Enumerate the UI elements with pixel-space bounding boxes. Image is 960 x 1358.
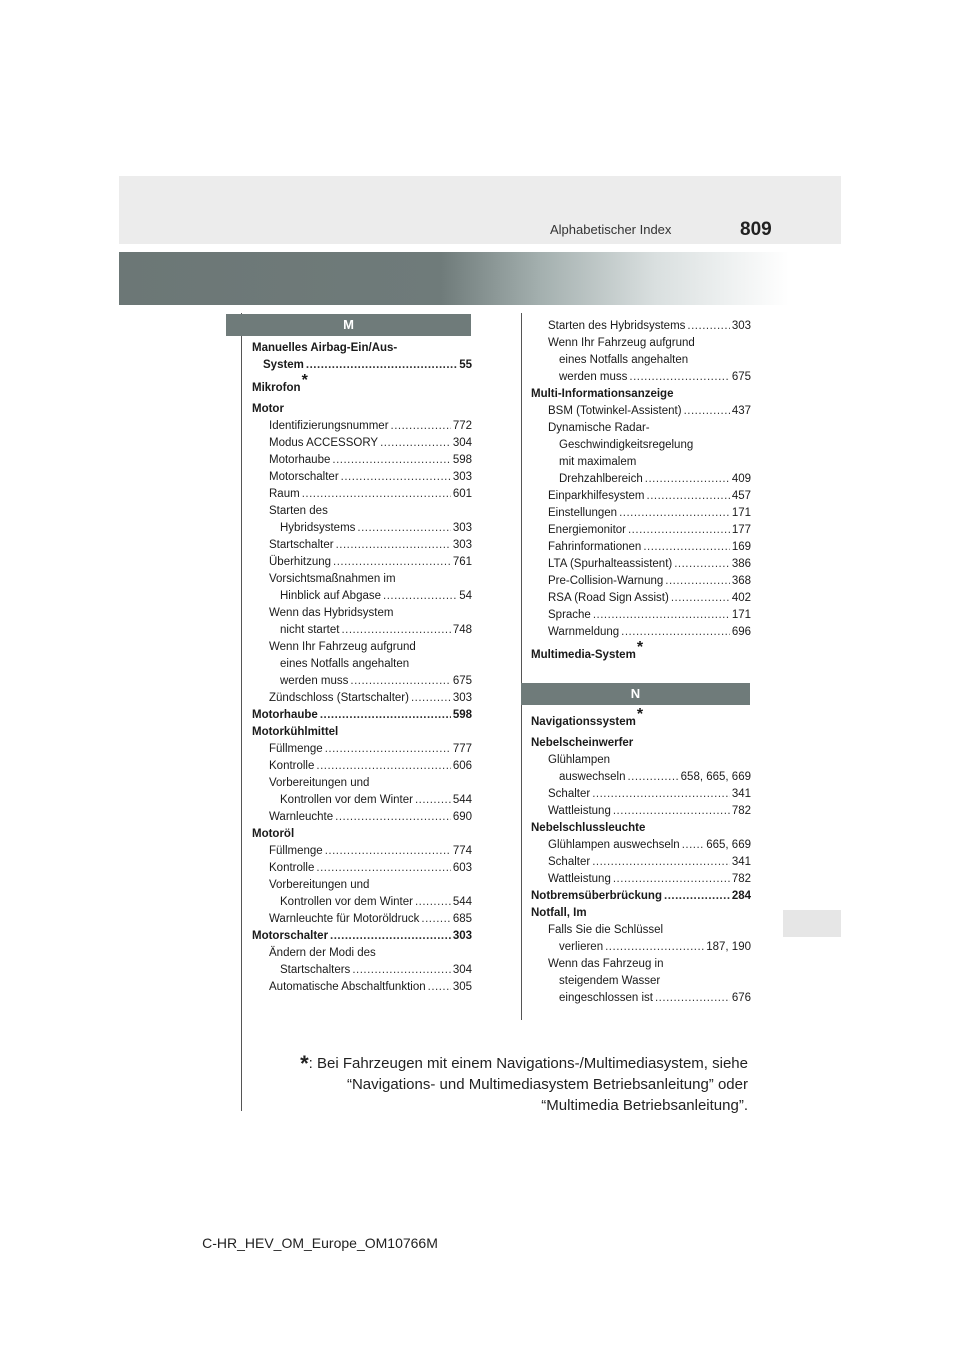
page-reference: 169 [731,541,751,553]
index-entry [252,469,472,486]
index-entry [531,556,751,573]
entry-text: Motorhaube [269,454,331,466]
page-reference: 772 [452,420,472,432]
page-reference: 304 [452,437,472,449]
page-reference: 305 [452,981,472,993]
page-reference: 748 [452,624,472,636]
page-reference: 685 [452,913,472,925]
dot-leader [320,707,451,724]
page-reference: 54 [459,590,472,602]
entry-text: Schalter [548,788,591,800]
index-entry [252,860,472,877]
entry-text: RSA (Road Sign Assist) [548,592,669,604]
entry-text: Pre-Collision-Warnung [548,575,664,587]
column-divider [521,313,522,1020]
entry-text: Startschalter [269,539,334,551]
entry-text: werden muss [559,371,628,383]
index-entry [252,401,472,418]
dot-leader [619,505,730,522]
entry-text: Motoröl [252,828,295,840]
index-entry [252,486,472,503]
index-entry [252,435,472,452]
index-entry [531,454,751,471]
entry-text: Starten des Hybridsystems [548,320,686,332]
entry-text: werden muss [280,675,349,687]
entry-text: Wattleistung [548,805,611,817]
document-id: C-HR_HEV_OM_Europe_OM10766M [202,1235,438,1251]
page-reference: 409 [731,473,751,485]
index-entry [531,990,751,1007]
page-number: 809 [740,219,772,240]
index-entry [531,735,751,752]
page-reference: 658, 665, 669 [680,771,751,783]
page-reference: 782 [731,873,751,885]
entry-text: Multimedia-System [531,649,636,661]
dot-leader [665,573,730,590]
page-reference: 676 [731,992,751,1004]
dot-leader [325,843,451,860]
dot-leader [335,809,451,826]
index-entry [531,403,751,420]
dot-leader [350,673,450,690]
index-entry [531,607,751,624]
entry-text: Einparkhilfesystem [548,490,645,502]
index-entry [252,656,472,673]
footnote-star: * [300,1051,309,1076]
index-entry [252,340,472,357]
entry-text: auswechseln [559,771,626,783]
index-entry [252,945,472,962]
footnote-marker: * [301,372,308,389]
index-entry [531,837,751,854]
page-reference: 284 [731,890,751,902]
entry-text: Überhitzung [269,556,332,568]
index-entry [531,786,751,803]
page-reference: 603 [452,862,472,874]
dot-leader [415,792,451,809]
entry-text: Ändern der Modi des [269,947,376,959]
index-entry [531,590,751,607]
dot-leader [682,837,705,854]
dot-leader [593,607,730,624]
dot-leader [383,588,457,605]
index-entry [252,588,472,605]
entry-text: Füllmenge [269,743,323,755]
dot-leader [336,537,451,554]
index-entry [252,741,472,758]
entry-text: Raum [269,488,300,500]
dot-leader [421,911,450,928]
page-reference: 368 [731,575,751,587]
entry-text: Navigationssystem [531,716,636,728]
index-entry [531,539,751,556]
entry-text: Energiemonitor [548,524,626,536]
dot-leader [629,369,729,386]
index-entry [252,372,472,397]
page-reference: 675 [452,675,472,687]
header-bar [119,176,841,244]
entry-text: LTA (Spurhalteassistent) [548,558,673,570]
entry-text: Drehzahlbereich [559,473,643,485]
entry-text: steigendem Wasser [559,975,661,987]
page-reference: 690 [452,811,472,823]
index-entry [252,503,472,520]
entry-text: Multi-Informationsanzeige [531,388,674,400]
page-reference: 171 [731,507,751,519]
entry-text: Geschwindigkeitsregelung [559,439,694,451]
index-entry [531,437,751,454]
index-entry [252,809,472,826]
page-reference: 696 [731,626,751,638]
index-entry [252,605,472,622]
entry-text: Wenn das Fahrzeug in [548,958,664,970]
entry-text: BSM (Totwinkel-Assistent) [548,405,682,417]
dot-leader [613,803,730,820]
chapter-tab [783,910,841,937]
entry-text: Motorkühlmittel [252,726,339,738]
footnote-line-3: “Multimedia Betriebsanleitung”. [541,1097,748,1114]
index-entry [252,707,472,724]
entry-text: Füllmenge [269,845,323,857]
entry-text: Zündschloss (Startschalter) [269,692,409,704]
entry-text: eines Notfalls angehalten [280,658,410,670]
page-reference: 171 [731,609,751,621]
index-entry [531,973,751,990]
page-reference: 437 [731,405,751,417]
index-entry [531,505,751,522]
index-entry [531,471,751,488]
entry-text: nicht startet [280,624,340,636]
index-entry [531,956,751,973]
page-reference: 598 [452,709,472,721]
dot-leader [645,471,730,488]
entry-text: Vorbereitungen und [269,879,370,891]
index-entry [252,758,472,775]
entry-text: Warnleuchte für Motoröldruck [269,913,420,925]
dot-leader [341,469,451,486]
footnote-marker: * [636,706,644,723]
dot-leader [592,786,730,803]
entry-text: Hinblick auf Abgase [280,590,382,602]
page-reference: 303 [452,522,472,534]
dot-leader [316,758,450,775]
index-column-left [252,340,472,996]
letter-heading-m: M [226,314,471,336]
entry-text: Nebelscheinwerfer [531,737,634,749]
index-entry [531,803,751,820]
index-entry [531,820,751,837]
entry-text: verlieren [559,941,604,953]
index-entry [531,854,751,871]
index-entry [252,979,472,996]
page-reference: 457 [731,490,751,502]
entry-text: Starten des [269,505,328,517]
page-reference: 777 [452,743,472,755]
entry-text: Warnleuchte [269,811,334,823]
index-entry [252,928,472,945]
footnote-marker: * [636,639,644,656]
dot-leader [664,888,730,905]
dot-leader [428,979,451,996]
entry-text: Warnmeldung [548,626,620,638]
entry-text: mit maximalem [559,456,637,468]
dot-leader [325,741,451,758]
index-entry [531,639,751,664]
footnote-line-2: “Navigations- und Multimediasystem Betriebsanleitung” oder [346,1076,748,1093]
entry-text: Kontrolle [269,760,315,772]
index-entry [252,843,472,860]
entry-text: Modus ACCESSORY [269,437,379,449]
index-entry [531,752,751,769]
page-reference: 675 [731,371,751,383]
entry-text: Falls Sie die Schlüssel [548,924,664,936]
entry-text: Wenn Ihr Fahrzeug aufgrund [548,337,695,349]
dot-leader [415,894,451,911]
page-reference: 55 [459,359,472,371]
page-reference: 386 [731,558,751,570]
index-entry [252,911,472,928]
index-entry [252,452,472,469]
page-reference: 303 [452,930,472,942]
entry-text: Kontrollen vor dem Winter [280,896,413,908]
entry-text: Automatische Abschaltfunktion [269,981,426,993]
entry-text: Glühlampen [548,754,611,766]
entry-text: Motorschalter [269,471,339,483]
page-reference: 303 [452,471,472,483]
index-entry [531,769,751,786]
index-entry [252,894,472,911]
index-entry [531,420,751,437]
index-entry [252,357,472,374]
index-entry [252,537,472,554]
dot-leader [671,590,730,607]
dot-leader [627,769,678,786]
entry-text: Motorhaube [252,709,318,721]
page-reference: 761 [452,556,472,568]
page-reference: 544 [452,794,472,806]
index-column-right-m [531,318,751,664]
page-reference: 606 [452,760,472,772]
entry-text: eingeschlossen ist [559,992,653,1004]
index-column-right-n [531,706,751,1007]
header-banner [119,252,789,305]
dot-leader [316,860,450,877]
index-entry [252,520,472,537]
page-reference: 177 [731,524,751,536]
page-reference: 303 [452,692,472,704]
footnote-line-1: : Bei Fahrzeugen mit einem Navigations-/Multimediasystem, siehe [308,1055,748,1072]
index-entry [531,335,751,352]
entry-text: Sprache [548,609,591,621]
index-entry [531,522,751,539]
entry-text: Dynamische Radar- [548,422,650,434]
page-reference: 774 [452,845,472,857]
index-entry [531,871,751,888]
index-entry [252,690,472,707]
page-reference: 341 [731,788,751,800]
entry-text: Glühlampen auswechseln [548,839,680,851]
dot-leader [592,854,730,871]
entry-text: Wattleistung [548,873,611,885]
dot-leader [391,418,451,435]
index-entry [252,962,472,979]
index-entry [531,369,751,386]
entry-text: Hybridsystems [280,522,356,534]
index-entry [252,418,472,435]
index-entry [252,673,472,690]
dot-leader [352,962,451,979]
page-reference: 303 [731,320,751,332]
index-entry [531,922,751,939]
entry-text: Manuelles Airbag-Ein/Aus- [252,342,398,354]
entry-text: eines Notfalls angehalten [559,354,689,366]
dot-leader [341,622,450,639]
index-entry [531,939,751,956]
dot-leader [306,357,457,374]
page-reference: 304 [452,964,472,976]
page-reference: 665, 669 [706,839,751,851]
entry-text: Kontrolle [269,862,315,874]
entry-text: Vorsichtsmaßnahmen im [269,573,396,585]
entry-text: System [263,359,304,371]
dot-leader [687,318,729,335]
page-reference: 601 [452,488,472,500]
page-reference: 598 [452,454,472,466]
entry-text: Motorschalter [252,930,329,942]
page-reference: 341 [731,856,751,868]
index-entry [252,826,472,843]
index-entry [531,386,751,403]
index-entry [531,488,751,505]
entry-text: Kontrollen vor dem Winter [280,794,413,806]
dot-leader [605,939,704,956]
index-entry [531,905,751,922]
dot-leader [674,556,730,573]
entry-text: Notfall, Im [531,907,587,919]
entry-text: Fahrinformationen [548,541,642,553]
dot-leader [643,539,729,556]
entry-text: Wenn das Hybridsystem [269,607,394,619]
entry-text: Wenn Ihr Fahrzeug aufgrund [269,641,416,653]
dot-leader [302,486,451,503]
index-entry [252,554,472,571]
entry-text: Identifizierungsnummer [269,420,389,432]
entry-text: Mikrofon [252,382,301,394]
page-reference: 782 [731,805,751,817]
dot-leader [333,554,451,571]
index-entry [252,792,472,809]
index-entry [252,775,472,792]
entry-text: Vorbereitungen und [269,777,370,789]
dot-leader [330,928,451,945]
index-entry [252,622,472,639]
index-entry [531,573,751,590]
page-reference: 402 [731,592,751,604]
left-margin-rule [241,313,242,1111]
dot-leader [613,871,730,888]
entry-text: Startschalters [280,964,351,976]
dot-leader [647,488,730,505]
dot-leader [411,690,451,707]
entry-text: Einstellungen [548,507,618,519]
dot-leader [628,522,730,539]
index-entry [252,571,472,588]
index-entry [252,877,472,894]
dot-leader [332,452,450,469]
index-entry [531,888,751,905]
footnote [290,1050,748,1116]
page-reference: 303 [452,539,472,551]
dot-leader [655,990,730,1007]
page-reference: 544 [452,896,472,908]
entry-text: Notbremsüberbrückung [531,890,662,902]
index-entry [531,352,751,369]
dot-leader [684,403,730,420]
dot-leader [380,435,451,452]
dot-leader [357,520,450,537]
letter-heading-n: N [521,683,750,705]
page-reference: 187, 190 [706,941,751,953]
entry-text: Nebelschlussleuchte [531,822,646,834]
entry-text: Schalter [548,856,591,868]
section-title: Alphabetischer Index [550,222,672,237]
entry-text: Motor [252,403,284,415]
index-entry [531,706,751,731]
index-entry [531,318,751,335]
index-entry [252,724,472,741]
index-entry [252,639,472,656]
